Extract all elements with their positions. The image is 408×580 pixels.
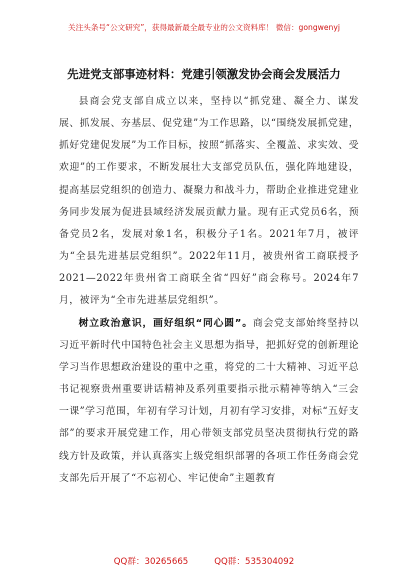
- section-heading: 树立政治意识，画好组织“同心圆”。: [78, 317, 253, 329]
- footer-contact: [0, 555, 408, 567]
- header-banner: 关注头条号“公文研究”，获得最新最全最专业的公文资料库！ 微信：gongwenyj: [68, 23, 340, 32]
- paragraph-political-awareness: [59, 313, 359, 490]
- qq-group-2: QQ群：535304092: [214, 557, 295, 567]
- qq-group-1: QQ群：30265665: [113, 557, 189, 567]
- document-title: 先进党支部事迹材料：党建引领激发协会商会发展活力: [67, 67, 341, 81]
- paragraph-body: 商会党支部始终坚持以习近平新时代中国特色社会主义思想为指导，把抓好党的创新理论学习当作思想政治建设的重中之重，将党的二十大精神、习近平总书记视察贵州重要讲话精神及系列重要指示批示精神等纳入“三会一课”学习范围，年初有学习计划，月初有学习安排，对标“五好支部”的要求开展党建工作，用心带领支部党员坚决贯彻执行党的路线方针及政策，并认真落实上级党组织部署的各项工作任务商会党支部先后开展了“不忘初心、牢记使命”主题教育: [59, 317, 359, 484]
- paragraph-intro: 县商会党支部自成立以来，坚持以“抓党建、凝全力、谋发展、抓发展、夯基层、促党建”为工作思路，以“围绕发展抓党建，抓好党建促发展”为工作目标，按照“抓落实、全覆盖、求实效、受欢迎”的工作要求，不断发展壮大支部党员队伍，强化阵地建设，提高基层党组织的创造力、凝聚力和战斗力，帮助企业推进党建业务同步发展为促进县域经济发展贡献力量。现有正式党员6名，预备党员2名，发展对象1名，积极分子1名。2021年7月，被评为“全县先进基层党组织”。2022年11月，被贵州省工商联授予2021—2022年贵州省工商联全省“四好”商会称号。2024年7月，被评为“全市先进基层党组织”。: [59, 96, 359, 307]
- document-body: [59, 91, 359, 490]
